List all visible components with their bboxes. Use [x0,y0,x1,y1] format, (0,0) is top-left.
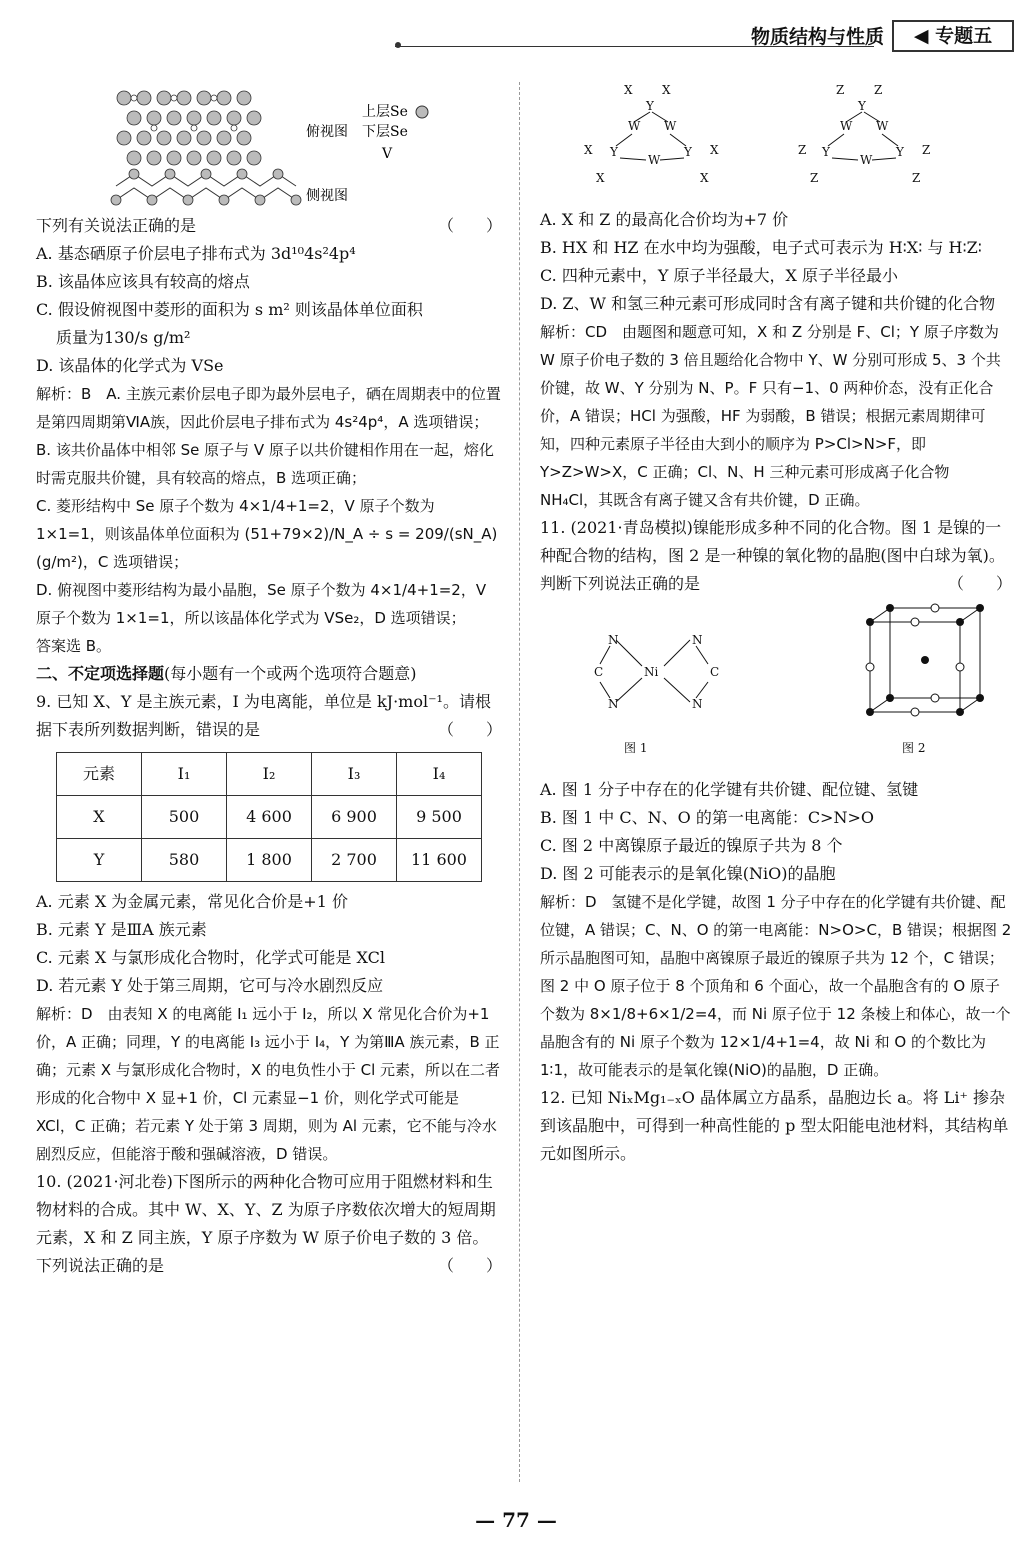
svg-text:Y: Y [646,99,654,113]
svg-text:X: X [584,143,593,157]
svg-text:X: X [710,143,719,157]
q9-option-d: D. 若元素 Y 处于第三周期，它可与冷水剧烈反应 [36,976,384,995]
svg-text:Z: Z [874,83,883,97]
q8-stem: 下列有关说法正确的是 （ ） [36,216,502,235]
q8-option-c-cont: 质量为130/s g/m² [56,328,191,347]
vse-crystal-figure [36,82,408,208]
svg-text:X: X [624,83,633,97]
q10-structures-figure [540,82,980,202]
table-row [57,796,482,839]
svg-text:N: N [692,633,703,647]
q11-option-a: A. 图 1 分子中存在的化学键有共价键、配位键、氢键 [540,780,919,799]
q8-analysis-d: D. 俯视图中菱形结构为最小晶胞，Se 原子个数为 4×1/4+1=2，V 原子个数为 1×1=1，所以该晶体化学式为 VSe₂，D 选项错误； [36,581,487,627]
svg-text:W: W [860,153,873,167]
label-plan-view: 俯视图 [306,124,348,140]
q9-stem: 9. 已知 X、Y 是主族元素，I 为电离能，单位是 kJ·mol⁻¹。请根据下表所列数据判断，错误的是 （ ） [36,692,502,739]
label-bottom-se: 下层Se [362,124,408,140]
label-side-view: 侧视图 [306,188,348,204]
q8-option-d: D. 该晶体的化学式为 VSe [36,356,224,375]
q10-option-c: C. 四种元素中，Y 原子半径最大，X 原子半径最小 [540,266,898,285]
table-cell: 11 600 [397,839,482,882]
table-header-cell: I₃ [312,753,397,796]
svg-text:X: X [662,83,671,97]
table-cell: 6 900 [312,796,397,839]
right-column [540,78,1012,1168]
table-cell: 1 800 [227,839,312,882]
q9-option-b: B. 元素 Y 是ⅢA 族元素 [36,920,207,939]
q10-stem: 10. (2021·河北卷)下图所示的两种化合物可应用于阻燃材料和生物材料的合成。其中 W、X、Y、Z 为原子序数依次增大的短周期元素，X 和 Z 同主族，Y 原子序数为 W 原子价电子数的 3 倍。下列说法正确的是 （ ） [36,1172,502,1275]
q8-option-c: C. 假设俯视图中菱形的面积为 s m² 则该晶体单位面积 [36,300,423,319]
ionization-table [56,752,482,882]
svg-text:W: W [840,119,853,133]
fig2-label: 图 2 [902,741,926,755]
page-number: — 77 — [475,1508,557,1532]
table-header-cell: I₁ [142,753,227,796]
q11-option-c: C. 图 2 中离镍原子最近的镍原子共为 8 个 [540,836,843,855]
q11-figures [540,602,1000,772]
svg-text:Y: Y [684,145,692,159]
svg-text:W: W [648,153,661,167]
q11-option-b: B. 图 1 中 C、N、O 的第一电离能：C>N>O [540,808,874,827]
q8-option-a: A. 基态硒原子价层电子排布式为 3d¹⁰4s²4p⁴ [36,244,356,263]
table-header-cell: I₂ [227,753,312,796]
svg-text:Z: Z [912,171,921,185]
fig1-label: 图 1 [624,741,648,755]
svg-text:Z: Z [922,143,931,157]
table-header-cell: 元素 [57,753,142,796]
page-header [395,18,1014,52]
svg-text:Z: Z [810,171,819,185]
svg-text:W: W [628,119,641,133]
svg-text:C: C [710,665,720,679]
q10-option-a: A. X 和 Z 的最高化合价均为+7 价 [540,210,789,229]
svg-text:Y: Y [896,145,904,159]
header-dot [395,42,401,48]
q11-option-d: D. 图 2 可能表示的是氧化镍(NiO)的晶胞 [540,864,836,883]
label-top-se: 上层Se [362,104,408,120]
q11-stem: 11. (2021·青岛模拟)镍能形成多种不同的化合物。图 1 是镍的一种配合物的结构，图 2 是一种镍的氧化物的晶胞(图中白球为氧)。判断下列说法正确的是 （ ） [540,518,1012,593]
table-cell: 580 [142,839,227,882]
table-cell: Y [57,839,142,882]
svg-text:N: N [608,633,619,647]
svg-text:N: N [608,697,619,711]
q8-analysis-a: 解析：B A. 主族元素价层电子即为最外层电子，硒在周期表中的位置是第四周期第ⅥA族，因此价层电子排布式为 4s²4p⁴，A 选项错误； [36,385,501,431]
q9-option-c: C. 元素 X 与氯形成化合物时，化学式可能是 XCl [36,948,385,967]
table-row [57,839,482,882]
q8-option-b: B. 该晶体应该具有较高的熔点 [36,272,250,291]
q8-answer: 答案选 B。 [36,637,112,655]
table-cell: 2 700 [312,839,397,882]
q8-analysis-b: B. 该共价晶体中相邻 Se 原子与 V 原子以共价键相作用在一起，熔化时需克服共价键，具有较高的熔点，B 选项正确； [36,441,494,487]
svg-text:Y: Y [822,145,830,159]
svg-text:C: C [594,665,604,679]
q10-option-b: B. HX 和 HZ 在水中均为强酸，电子式可表示为 H∶X∶ 与 H∶Z∶ [540,238,982,257]
svg-text:Z: Z [836,83,845,97]
svg-text:W: W [876,119,889,133]
q12-stem: 12. 已知 NiₓMg₁₋ₓO 晶体属立方晶系，晶胞边长 a。将 Li⁺ 掺杂到该晶胞中，可得到一种高性能的 p 型太阳能电池材料，其结构单元如图所示。 [540,1088,1009,1163]
q10-option-d: D. Z、W 和氢三种元素可形成同时含有离子键和共价键的化合物 [540,294,996,313]
svg-text:Z: Z [798,143,807,157]
svg-text:Y: Y [610,145,618,159]
q8-analysis-c: C. 菱形结构中 Se 原子个数为 4×1/4+1=2，V 原子个数为 1×1=1，则该晶体单位面积为 (51+79×2)/N_A ÷ s = 209/(sN_A)(g/m²)，C 选项错误； [36,497,498,571]
svg-text:X: X [700,171,709,185]
table-cell: 500 [142,796,227,839]
svg-text:N: N [692,697,703,711]
table-header-cell: I₄ [397,753,482,796]
svg-text:Ni: Ni [644,665,659,679]
section-heading: 二、不定项选择题(每小题有一个或两个选项符合题意) [36,664,417,683]
svg-text:Y: Y [858,99,866,113]
header-topic: ◀ 专题五 [892,20,1014,52]
svg-text:W: W [664,119,677,133]
q9-analysis: 解析：D 由表知 X 的电离能 I₁ 远小于 I₂，所以 X 常见化合价为+1 价，A 正确；同理，Y 的电离能 I₃ 远小于 I₄，Y 为第ⅢA 族元素，B 正确；元素 X 与氯形成化合物时，X 的电负性小于 Cl 元素，所以在二者形成的化合物中 X 显+1 价，Cl 元素显−1 价，则化学式可能是 XCl，C 正确；若元素 Y 处于第 3 周期，则为 Al 元素，它不能与冷水剧烈反应，但能溶于酸和强碱溶液，D 错误。 [36,1005,501,1163]
left-column [36,78,502,1280]
svg-text:X: X [596,171,605,185]
q11-analysis: 解析：D 氢键不是化学键，故图 1 分子中存在的化学键有共价键、配位键，A 错误；C、N、O 的第一电离能：N>O>C，B 错误；根据图 2 所示晶胞图可知，晶胞中离镍原子最近的镍原子共为 12 个，C 错误；图 2 中 O 原子位于 8 个顶角和 6 个面心，故一个晶胞含有的 O 原子个数为 8×1/8+6×1/2=4，而 Ni 原子位于 12 条棱上和体心，故一个晶胞含有的 Ni 原子个数为 12×1/4+1=4，故 Ni 和 O 的个数比为 1∶1，故可能表示的是氧化镍(NiO)的晶胞，D 正确。 [540,893,1012,1079]
q10-analysis: 解析：CD 由题图和题意可知，X 和 Z 分别是 F、Cl；Y 原子序数为 W 原子价电子数的 3 倍且题给化合物中 Y、W 分别可形成 5、3 个共价键，故 W、Y 分别为 N、P。F 只有−1、0 两种价态，没有正化合价，A 错误；HCl 为强酸，HF 为弱酸，B 错误；根据元素周期律可知，四种元素原子半径由大到小的顺序为 P>Cl>N>F，即 Y>Z>W>X，C 正确；Cl、N、H 三种元素可形成离子化合物 NH₄Cl，其既含有离子键又含有共价键，D 正确。 [540,323,1001,509]
header-subject: 物质结构与性质 [750,26,884,48]
table-cell: 9 500 [397,796,482,839]
column-divider [519,82,520,1482]
q9-option-a: A. 元素 X 为金属元素，常见化合价是+1 价 [36,892,348,911]
table-cell: X [57,796,142,839]
table-cell: 4 600 [227,796,312,839]
label-v: V [382,146,393,162]
